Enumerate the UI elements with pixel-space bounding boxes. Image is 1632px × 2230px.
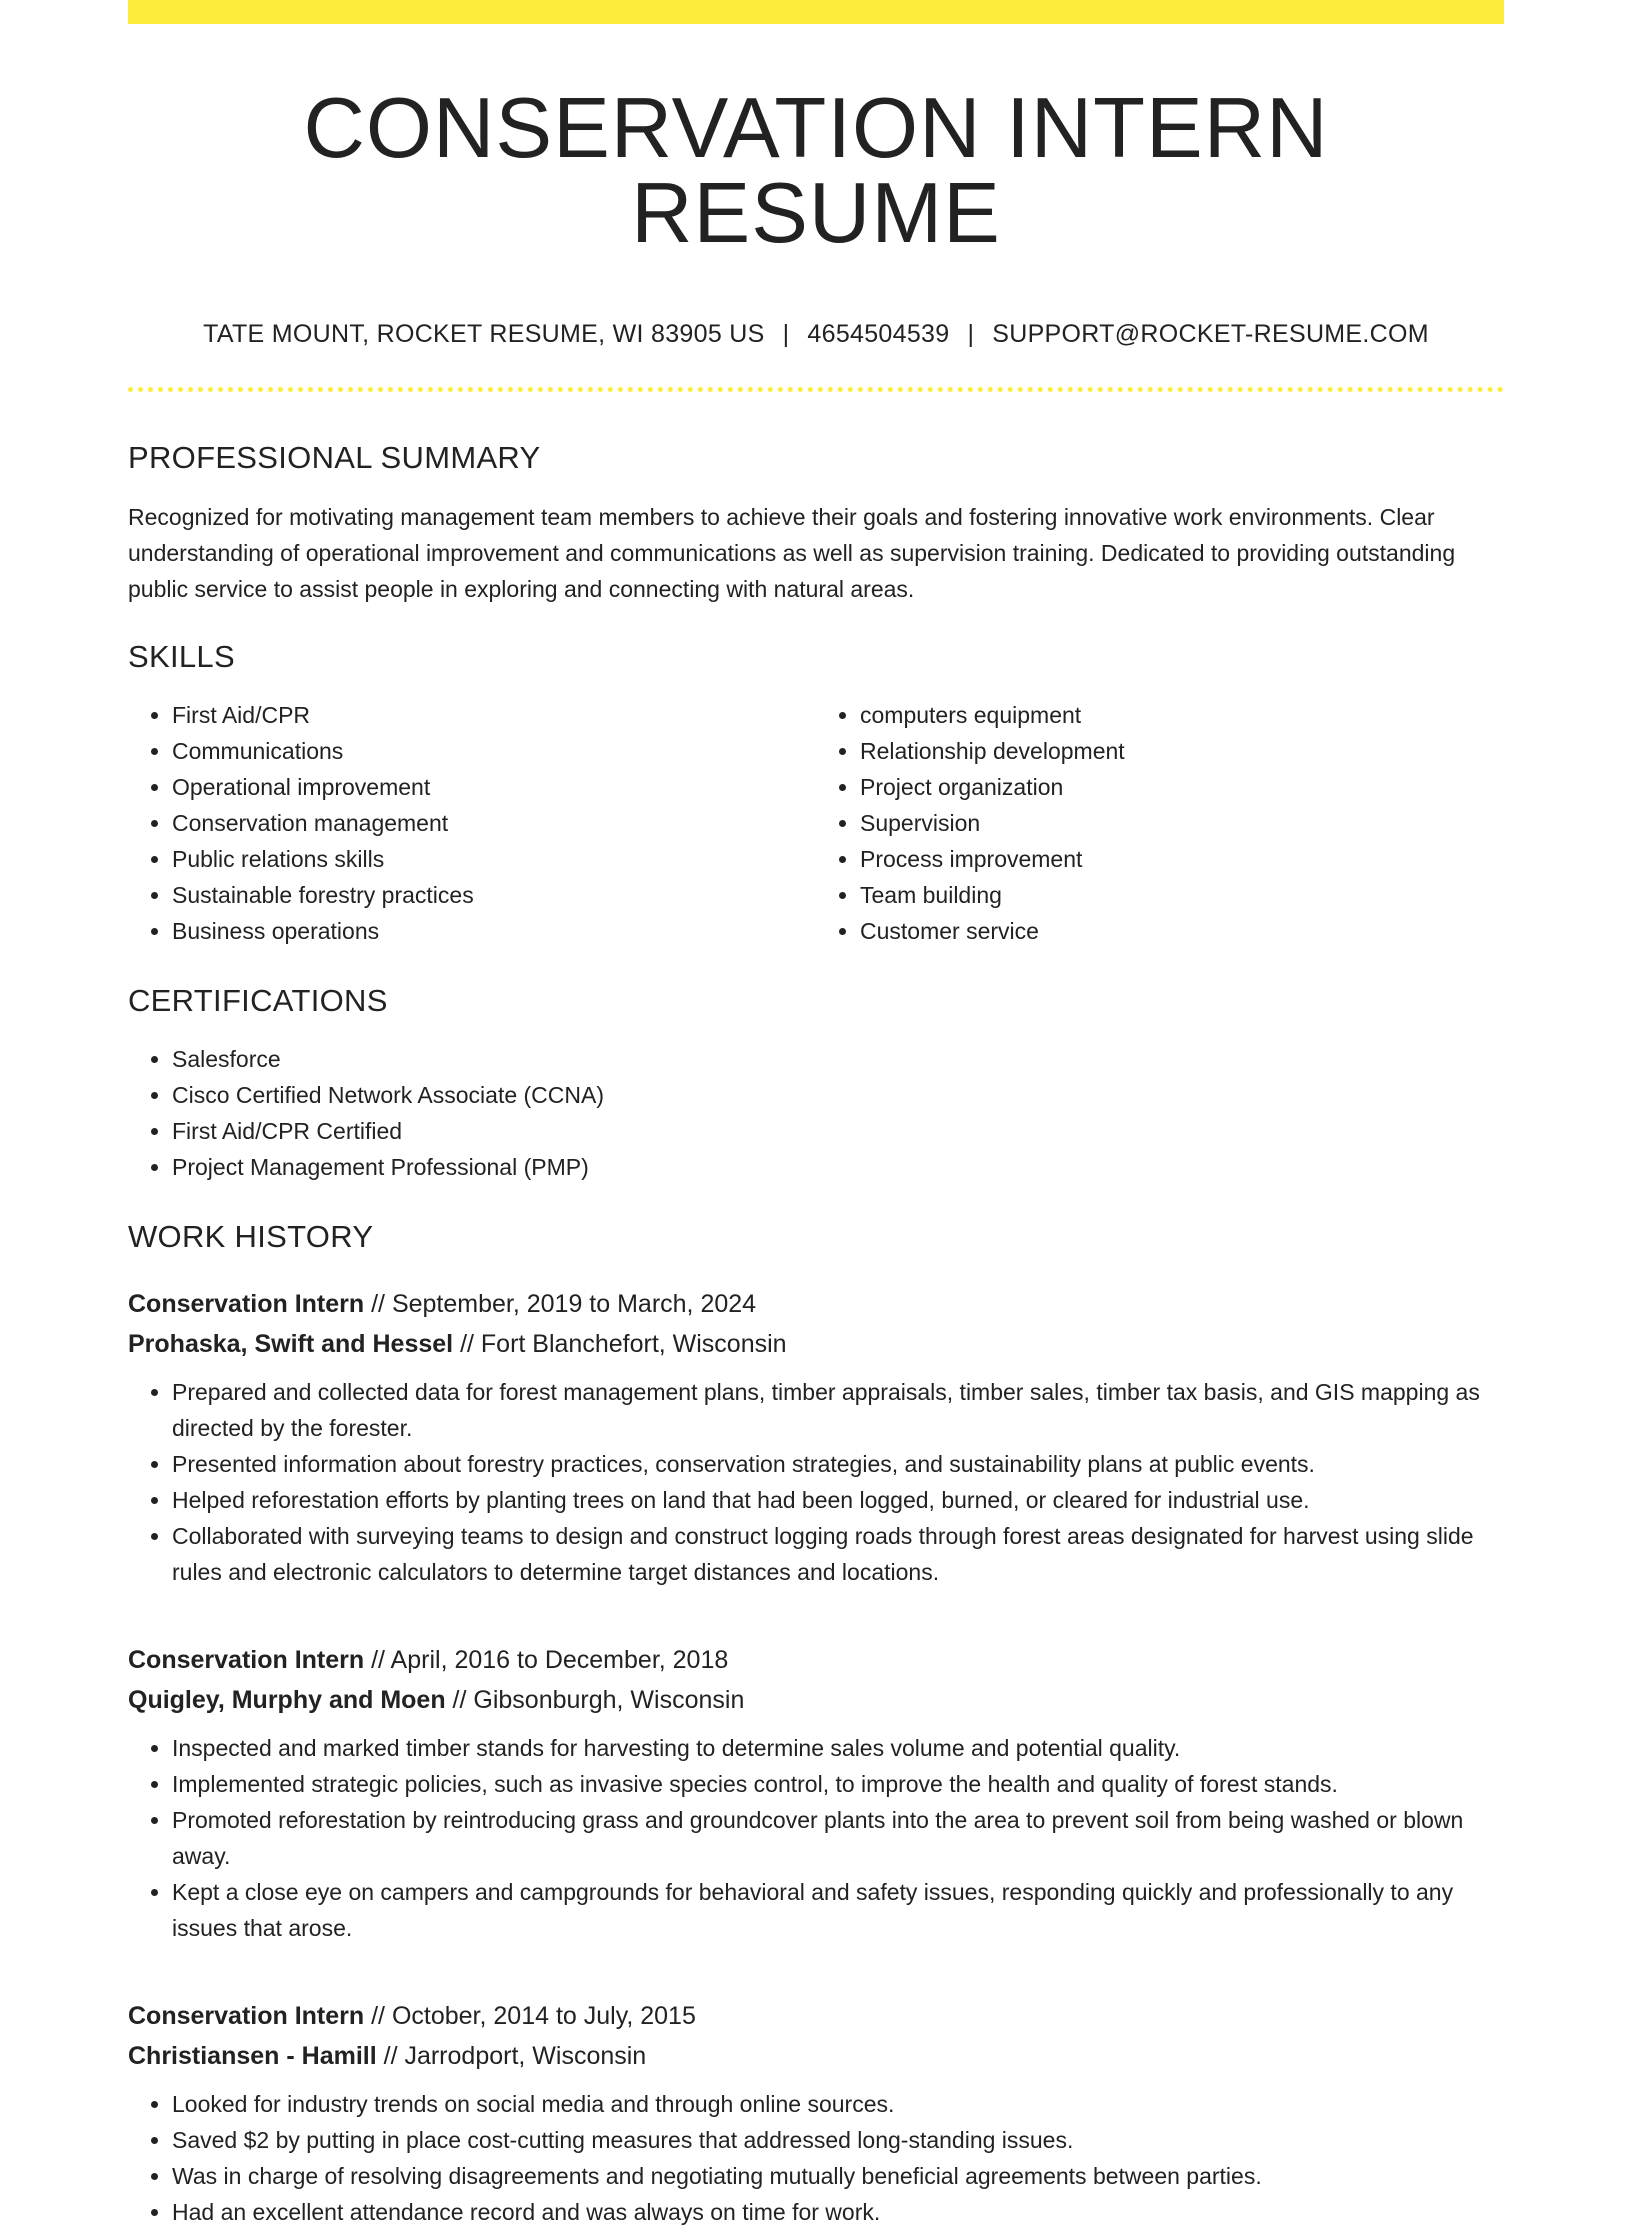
job-bullet: • Prepared and collected data for forest management plans, timber appraisals, timber sales, timber tax basis, and GIS mapping as directed by the forester. [172,1374,1504,1446]
job-bullet: • Saved $2 by putting in place cost-cutting measures that addressed long-standing issues. [172,2122,1504,2158]
summary-heading: PROFESSIONAL SUMMARY [128,440,541,475]
skill-item: • Project organization [860,769,1504,805]
skills-columns [128,697,1504,949]
skills-list-right [816,697,1504,949]
job-company: Christiansen - Hamill [128,2042,377,2070]
contact-separator: | [967,320,975,348]
job-title: Conservation Intern [128,2002,365,2030]
job-bullet: • Presented information about forestry practices, conservation strategies, and sustainability plans at public events. [172,1446,1504,1482]
job-bullet: • Collaborated with surveying teams to design and construct logging roads through forest areas designated for harvest using slide rules and electronic calculators to determine target distances and locations. [172,1518,1504,1590]
job-title-line [128,1996,1504,2036]
job-title-line [128,1284,1504,1324]
certifications-list [128,1041,1504,1185]
job-bullet: • Promoted reforestation by reintroducing grass and groundcover plants into the area to prevent soil from being washed or blown away. [172,1802,1504,1874]
skill-item: • computers equipment [860,697,1504,733]
job-title: Conservation Intern [128,1290,365,1318]
skills-list-left [128,697,816,949]
skill-item: • Conservation management [172,805,816,841]
certification-item: • Cisco Certified Network Associate (CCNA) [172,1077,1504,1113]
skill-item: • Process improvement [860,841,1504,877]
skill-item: • Customer service [860,913,1504,949]
job-entry [128,1284,1504,1590]
job-location: // Gibsonburgh, Wisconsin [445,1686,745,1714]
skill-item: • Communications [172,733,816,769]
contact-address: TATE MOUNT, ROCKET RESUME, WI 83905 US [203,320,765,348]
job-entry [128,1640,1504,1946]
contact-phone: 4654504539 [807,320,950,348]
job-bullets [128,1730,1504,1946]
accent-bar [128,0,1504,24]
job-title-line [128,1640,1504,1680]
job-company-line [128,2036,1504,2076]
skill-item: • Operational improvement [172,769,816,805]
certification-item: • Salesforce [172,1041,1504,1077]
job-company: Quigley, Murphy and Moen [128,1686,446,1714]
job-dates: // October, 2014 to July, 2015 [364,2002,696,2030]
job-company-line [128,1680,1504,1720]
job-title: Conservation Intern [128,1646,365,1674]
job-company: Prohaska, Swift and Hessel [128,1330,454,1358]
resume-title: CONSERVATION INTERN RESUME [303,81,1329,261]
summary-text: Recognized for motivating management team members to achieve their goals and fostering innovative work environments. Clear understanding of operational improvement and communications as well as supervision training. Dedicated to providing outstanding public service to assist people in exploring and connecting with natural areas. [128,504,1456,602]
job-bullet: • Inspected and marked timber stands for harvesting to determine sales volume and potential quality. [172,1730,1504,1766]
contact-line [128,322,1504,347]
job-bullet: • Was in charge of resolving disagreements and negotiating mutually beneficial agreements between parties. [172,2158,1504,2194]
contact-email: SUPPORT@ROCKET-RESUME.COM [992,320,1429,348]
skill-item: • First Aid/CPR [172,697,816,733]
skill-item: • Sustainable forestry practices [172,877,816,913]
skill-item: • Team building [860,877,1504,913]
skill-item: • Supervision [860,805,1504,841]
job-bullet: • Kept a close eye on campers and campgrounds for behavioral and safety issues, responding quickly and professionally to any issues that arose. [172,1874,1504,1946]
job-bullets [128,2086,1504,2230]
summary-section [128,442,1504,607]
job-company-line [128,1324,1504,1364]
job-entry [128,1996,1504,2230]
job-bullet: • Helped reforestation efforts by planting trees on land that had been logged, burned, or cleared for industrial use. [172,1482,1504,1518]
contact-separator: | [782,320,790,348]
job-bullet: • Implemented strategic policies, such as invasive species control, to improve the health and quality of forest stands. [172,1766,1504,1802]
dotted-divider [128,387,1504,392]
job-bullet: • Looked for industry trends on social media and through online sources. [172,2086,1504,2122]
job-bullet: • Had an excellent attendance record and was always on time for work. [172,2194,1504,2230]
certification-item: • First Aid/CPR Certified [172,1113,1504,1149]
certification-item: • Project Management Professional (PMP) [172,1149,1504,1185]
skill-item: • Relationship development [860,733,1504,769]
skill-item: • Business operations [172,913,816,949]
certifications-heading: CERTIFICATIONS [128,983,388,1018]
skills-heading: SKILLS [128,639,235,674]
skill-item: • Public relations skills [172,841,816,877]
certifications-section [128,985,1504,1185]
job-location: // Jarrodport, Wisconsin [376,2042,647,2070]
work-history-heading: WORK HISTORY [128,1219,374,1254]
job-location: // Fort Blanchefort, Wisconsin [453,1330,787,1358]
job-dates: // September, 2019 to March, 2024 [364,1290,757,1318]
work-history-section [128,1221,1504,2230]
skills-section [128,641,1504,949]
resume-page [128,24,1504,2230]
job-bullets [128,1374,1504,1590]
job-dates: // April, 2016 to December, 2018 [364,1646,729,1674]
